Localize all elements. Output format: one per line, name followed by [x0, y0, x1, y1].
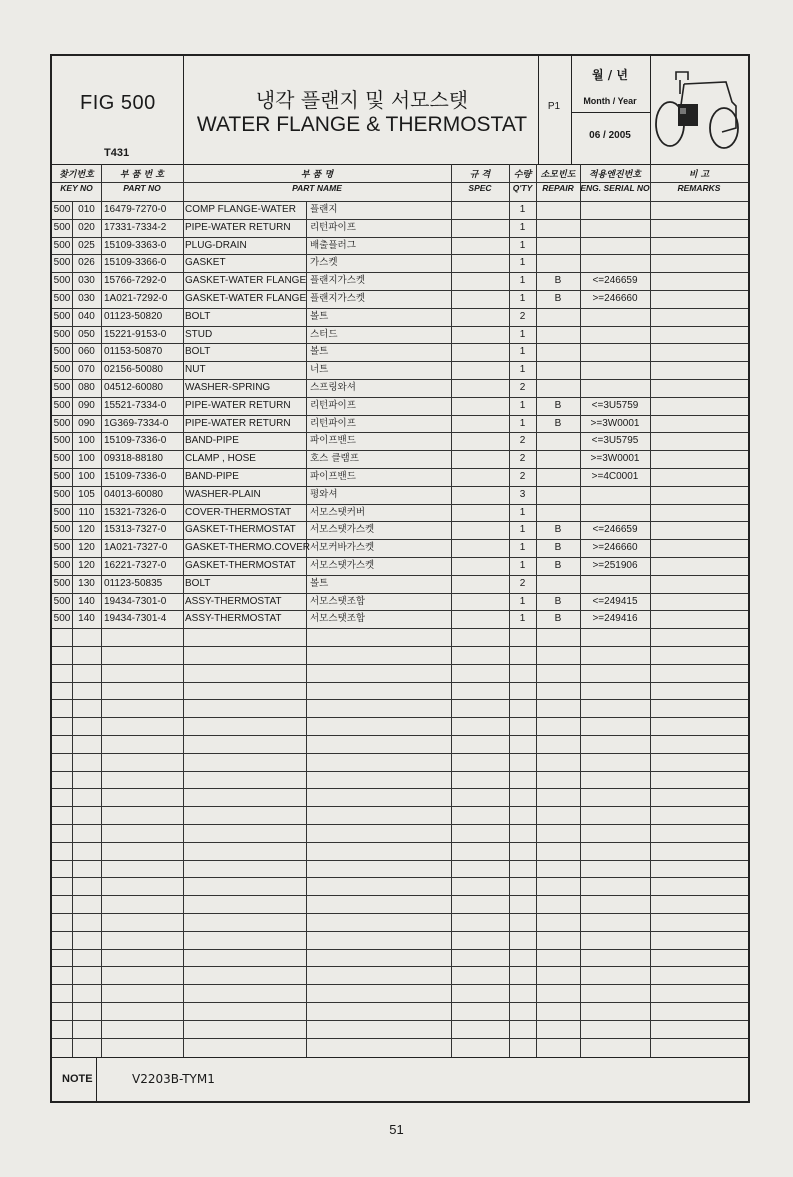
- part-no-cell: 15221-9153-0: [104, 328, 167, 340]
- qty-cell: 1: [519, 399, 526, 411]
- part-name-cell: PLUG-DRAIN: [185, 239, 247, 251]
- serial-no-cell: >=246660: [592, 542, 638, 554]
- fig-number-cell: 500: [53, 435, 71, 447]
- repair-cell: B: [554, 524, 562, 536]
- fig-number-cell: 500: [53, 221, 71, 233]
- serial-no-cell: >=251906: [592, 560, 638, 571]
- serial-no-cell: >=4C0001: [591, 471, 639, 482]
- part-name-cell: BOLT: [185, 577, 211, 589]
- qty-cell: 1: [519, 364, 526, 376]
- column-header-serial: ENG. SERIAL NO: [580, 183, 650, 193]
- part-name-cell: BOLT: [185, 346, 211, 358]
- figure-number: FIG 500: [80, 92, 156, 114]
- part-name-korean-cell: 리턴파이프: [310, 399, 356, 411]
- part-name-cell: BAND-PIPE: [185, 435, 239, 447]
- column-header-part-korean: 부 품 번 호: [119, 170, 165, 180]
- part-name-korean-cell: 서모스탯조합: [310, 613, 366, 625]
- part-name-cell: PIPE-WATER RETURN: [185, 221, 291, 233]
- key-no-cell: 090: [78, 399, 95, 411]
- key-no-cell: 130: [78, 577, 95, 589]
- qty-cell: 1: [519, 417, 526, 429]
- part-no-cell: 17331-7334-2: [104, 221, 167, 233]
- page-title: WATER FLANGE & THERMOSTAT: [196, 113, 528, 136]
- page-code: P1: [547, 101, 561, 112]
- fig-number-cell: 500: [53, 399, 71, 411]
- month-year-label: Month / Year: [583, 96, 637, 106]
- part-name-cell: ASSY-THERMOSTAT: [185, 595, 282, 607]
- serial-no-cell: >=3W0001: [590, 453, 640, 465]
- part-name-korean-cell: 서모스탯가스켓: [310, 524, 375, 536]
- page-title-korean: 냉각 플랜지 및 서모스탯: [255, 88, 469, 112]
- tractor-icon: [654, 68, 744, 154]
- part-name-cell: ASSY-THERMOSTAT: [185, 613, 282, 625]
- key-no-cell: 110: [78, 506, 95, 518]
- part-no-cell: 01123-50820: [104, 310, 163, 322]
- part-no-cell: 16479-7270-0: [104, 204, 167, 215]
- part-name-korean-cell: 플랜지가스켓: [310, 293, 366, 304]
- page-header: [52, 56, 748, 165]
- key-no-cell: 010: [78, 204, 95, 215]
- qty-cell: 2: [519, 471, 526, 482]
- month-year-label-korean: 월 / 년: [592, 68, 628, 82]
- part-name-cell: BOLT: [185, 310, 211, 322]
- repair-cell: B: [554, 399, 562, 411]
- repair-cell: B: [554, 275, 562, 287]
- repair-cell: B: [554, 417, 562, 429]
- part-no-cell: 1A021-7292-0: [104, 293, 168, 304]
- column-header-remarks-korean: 비 고: [688, 170, 710, 180]
- part-name-korean-cell: 플랜지: [310, 204, 338, 215]
- key-no-cell: 060: [78, 346, 95, 358]
- repair-cell: B: [554, 613, 562, 625]
- serial-no-cell: <=246659: [592, 275, 638, 287]
- qty-cell: 1: [519, 595, 526, 607]
- serial-no-cell: <=249415: [592, 595, 638, 607]
- qty-cell: 2: [519, 577, 526, 589]
- part-name-korean-cell: 파이프밴드: [310, 435, 356, 447]
- fig-number-cell: 500: [53, 310, 71, 322]
- part-name-korean-cell: 파이프밴드: [310, 471, 356, 482]
- part-no-cell: 09318-88180: [104, 453, 163, 465]
- part-no-cell: 19434-7301-0: [104, 595, 167, 607]
- part-no-cell: 15109-7336-0: [104, 435, 167, 447]
- key-no-cell: 030: [78, 275, 95, 287]
- part-name-korean-cell: 스프링와셔: [310, 382, 356, 393]
- column-header-qty: Q'TY: [512, 183, 533, 193]
- key-no-cell: 140: [78, 613, 95, 625]
- qty-cell: 1: [519, 293, 526, 304]
- part-name-cell: STUD: [185, 328, 213, 340]
- column-header-serial-korean: 적용엔진번호: [588, 170, 642, 180]
- fig-number-cell: 500: [53, 542, 71, 554]
- key-no-cell: 100: [78, 471, 95, 482]
- qty-cell: 1: [519, 204, 526, 215]
- part-no-cell: 15321-7326-0: [104, 506, 167, 518]
- part-no-cell: 15521-7334-0: [104, 399, 167, 411]
- qty-cell: 2: [519, 310, 526, 322]
- fig-number-cell: 500: [53, 560, 71, 571]
- part-no-cell: 19434-7301-4: [104, 613, 167, 625]
- column-header-repair-korean: 소모빈도: [540, 170, 576, 180]
- part-name-cell: COVER-THERMOSTAT: [185, 506, 292, 518]
- repair-cell: B: [554, 293, 562, 304]
- part-name-korean-cell: 서모스탯가스켓: [310, 560, 375, 571]
- key-no-cell: 040: [78, 310, 95, 322]
- part-name-cell: PIPE-WATER RETURN: [185, 399, 291, 411]
- part-name-korean-cell: 너트: [310, 364, 329, 376]
- column-header-repair: REPAIR: [542, 183, 574, 193]
- part-name-korean-cell: 서모스탯커버: [310, 506, 366, 518]
- key-no-cell: 025: [78, 239, 95, 251]
- fig-number-cell: 500: [53, 328, 71, 340]
- part-name-cell: GASKET-WATER FLANGE: [185, 293, 307, 304]
- part-no-cell: 15109-3363-0: [104, 239, 167, 251]
- fig-number-cell: 500: [53, 382, 71, 393]
- part-no-cell: 15109-3366-0: [104, 257, 167, 269]
- key-no-cell: 070: [78, 364, 95, 376]
- repair-cell: B: [554, 595, 562, 607]
- qty-cell: 1: [519, 542, 526, 554]
- fig-number-cell: 500: [53, 257, 71, 269]
- fig-number-cell: 500: [53, 524, 71, 536]
- column-header-name: PART NAME: [292, 183, 342, 193]
- part-name-cell: PIPE-WATER RETURN: [185, 417, 291, 429]
- column-header-remarks: REMARKS: [677, 183, 721, 193]
- part-name-cell: GASKET: [185, 257, 226, 269]
- qty-cell: 1: [519, 328, 526, 340]
- part-no-cell: 1G369-7334-0: [104, 417, 169, 429]
- part-name-cell: WASHER-PLAIN: [185, 488, 261, 500]
- key-no-cell: 020: [78, 221, 95, 233]
- part-no-cell: 02156-50080: [104, 364, 163, 376]
- repair-cell: B: [554, 560, 562, 571]
- key-no-cell: 120: [78, 560, 95, 571]
- part-no-cell: 01123-50835: [104, 577, 163, 589]
- part-name-cell: GASKET-WATER FLANGE: [185, 275, 307, 287]
- repair-cell: B: [554, 542, 562, 554]
- issue-date: 06 / 2005: [589, 130, 631, 141]
- part-name-korean-cell: 스터드: [310, 328, 338, 340]
- model-code: T431: [104, 147, 130, 159]
- fig-number-cell: 500: [53, 204, 71, 215]
- part-no-cell: 04013-60080: [104, 488, 163, 500]
- part-name-korean-cell: 배출플러그: [310, 239, 356, 251]
- part-name-cell: GASKET-THERMOSTAT: [185, 560, 296, 571]
- part-name-korean-cell: 플랜지가스켓: [310, 275, 366, 287]
- part-no-cell: 15313-7327-0: [104, 524, 167, 536]
- qty-cell: 3: [519, 488, 526, 500]
- part-name-korean-cell: 볼트: [310, 577, 329, 589]
- qty-cell: 2: [519, 453, 526, 465]
- part-name-korean-cell: 리턴파이프: [310, 221, 356, 233]
- fig-number-cell: 500: [53, 488, 71, 500]
- fig-number-cell: 500: [53, 293, 71, 304]
- part-name-korean-cell: 가스켓: [310, 257, 338, 269]
- qty-cell: 1: [519, 524, 526, 536]
- fig-number-cell: 500: [53, 417, 71, 429]
- part-no-cell: 15766-7292-0: [104, 275, 167, 287]
- qty-cell: 1: [519, 560, 526, 571]
- qty-cell: 2: [519, 435, 526, 447]
- fig-number-cell: 500: [53, 364, 71, 376]
- part-name-korean-cell: 볼트: [310, 346, 329, 358]
- fig-number-cell: 500: [53, 595, 71, 607]
- note-label: NOTE: [62, 1073, 93, 1085]
- serial-no-cell: >=249416: [592, 613, 638, 625]
- qty-cell: 1: [519, 239, 526, 251]
- qty-cell: 2: [519, 382, 526, 393]
- column-header-part: PART NO: [123, 183, 161, 193]
- fig-number-cell: 500: [53, 453, 71, 465]
- part-no-cell: 1A021-7327-0: [104, 542, 168, 554]
- key-no-cell: 026: [78, 257, 95, 269]
- part-name-cell: BAND-PIPE: [185, 471, 239, 482]
- key-no-cell: 120: [78, 524, 95, 536]
- key-no-cell: 050: [78, 328, 95, 340]
- key-no-cell: 030: [78, 293, 95, 304]
- fig-number-cell: 500: [53, 471, 71, 482]
- part-no-cell: 04512-60080: [104, 382, 163, 393]
- part-name-korean-cell: 평와셔: [310, 488, 338, 500]
- part-name-cell: COMP FLANGE-WATER: [185, 204, 296, 215]
- column-header-qty-korean: 수량: [513, 170, 532, 180]
- serial-no-cell: <=3U5795: [591, 435, 639, 447]
- part-name-korean-cell: 리턴파이프: [310, 417, 356, 429]
- fig-number-cell: 500: [53, 577, 71, 589]
- part-name-cell: WASHER-SPRING: [185, 382, 271, 393]
- serial-no-cell: >=246660: [592, 293, 638, 304]
- parts-table-frame: [50, 54, 750, 1103]
- part-name-cell: GASKET-THERMO.COVER: [185, 542, 311, 554]
- part-name-cell: NUT: [185, 364, 206, 376]
- part-name-korean-cell: 볼트: [310, 310, 329, 322]
- note-value: V2203B-TYM1: [132, 1072, 215, 1086]
- part-name-cell: GASKET-THERMOSTAT: [185, 524, 296, 536]
- fig-number-cell: 500: [53, 239, 71, 251]
- fig-number-cell: 500: [53, 613, 71, 625]
- column-header-name-korean: 부 품 명: [300, 170, 334, 180]
- qty-cell: 1: [519, 613, 526, 625]
- part-name-korean-cell: 서모스탯조합: [310, 595, 366, 607]
- key-no-cell: 140: [78, 595, 95, 607]
- fig-number-cell: 500: [53, 506, 71, 518]
- qty-cell: 1: [519, 257, 526, 269]
- qty-cell: 1: [519, 221, 526, 233]
- serial-no-cell: <=246659: [592, 524, 638, 536]
- page-number: 51: [389, 1122, 404, 1137]
- fig-number-cell: 500: [53, 346, 71, 358]
- key-no-cell: 080: [78, 382, 95, 393]
- part-name-korean-cell: 서모커바가스켓: [310, 542, 375, 554]
- serial-no-cell: <=3U5759: [591, 399, 639, 411]
- part-no-cell: 15109-7336-0: [104, 471, 167, 482]
- key-no-cell: 105: [78, 488, 95, 500]
- qty-cell: 1: [519, 275, 526, 287]
- qty-cell: 1: [519, 506, 526, 518]
- qty-cell: 1: [519, 346, 526, 358]
- key-no-cell: 100: [78, 435, 95, 447]
- column-header-key-korean: 찾기번호: [59, 170, 94, 180]
- key-no-cell: 100: [78, 453, 95, 465]
- column-header-spec: SPEC: [468, 183, 492, 193]
- part-name-cell: CLAMP , HOSE: [185, 453, 256, 465]
- fig-number-cell: 500: [53, 275, 71, 287]
- column-header-key: KEY NO: [60, 183, 93, 193]
- part-no-cell: 16221-7327-0: [104, 560, 167, 571]
- part-name-korean-cell: 호스 클램프: [310, 453, 359, 465]
- serial-no-cell: >=3W0001: [590, 417, 640, 429]
- column-header-spec-korean: 규 격: [469, 170, 491, 180]
- part-no-cell: 01153-50870: [104, 346, 163, 358]
- key-no-cell: 120: [78, 542, 95, 554]
- key-no-cell: 090: [78, 417, 95, 429]
